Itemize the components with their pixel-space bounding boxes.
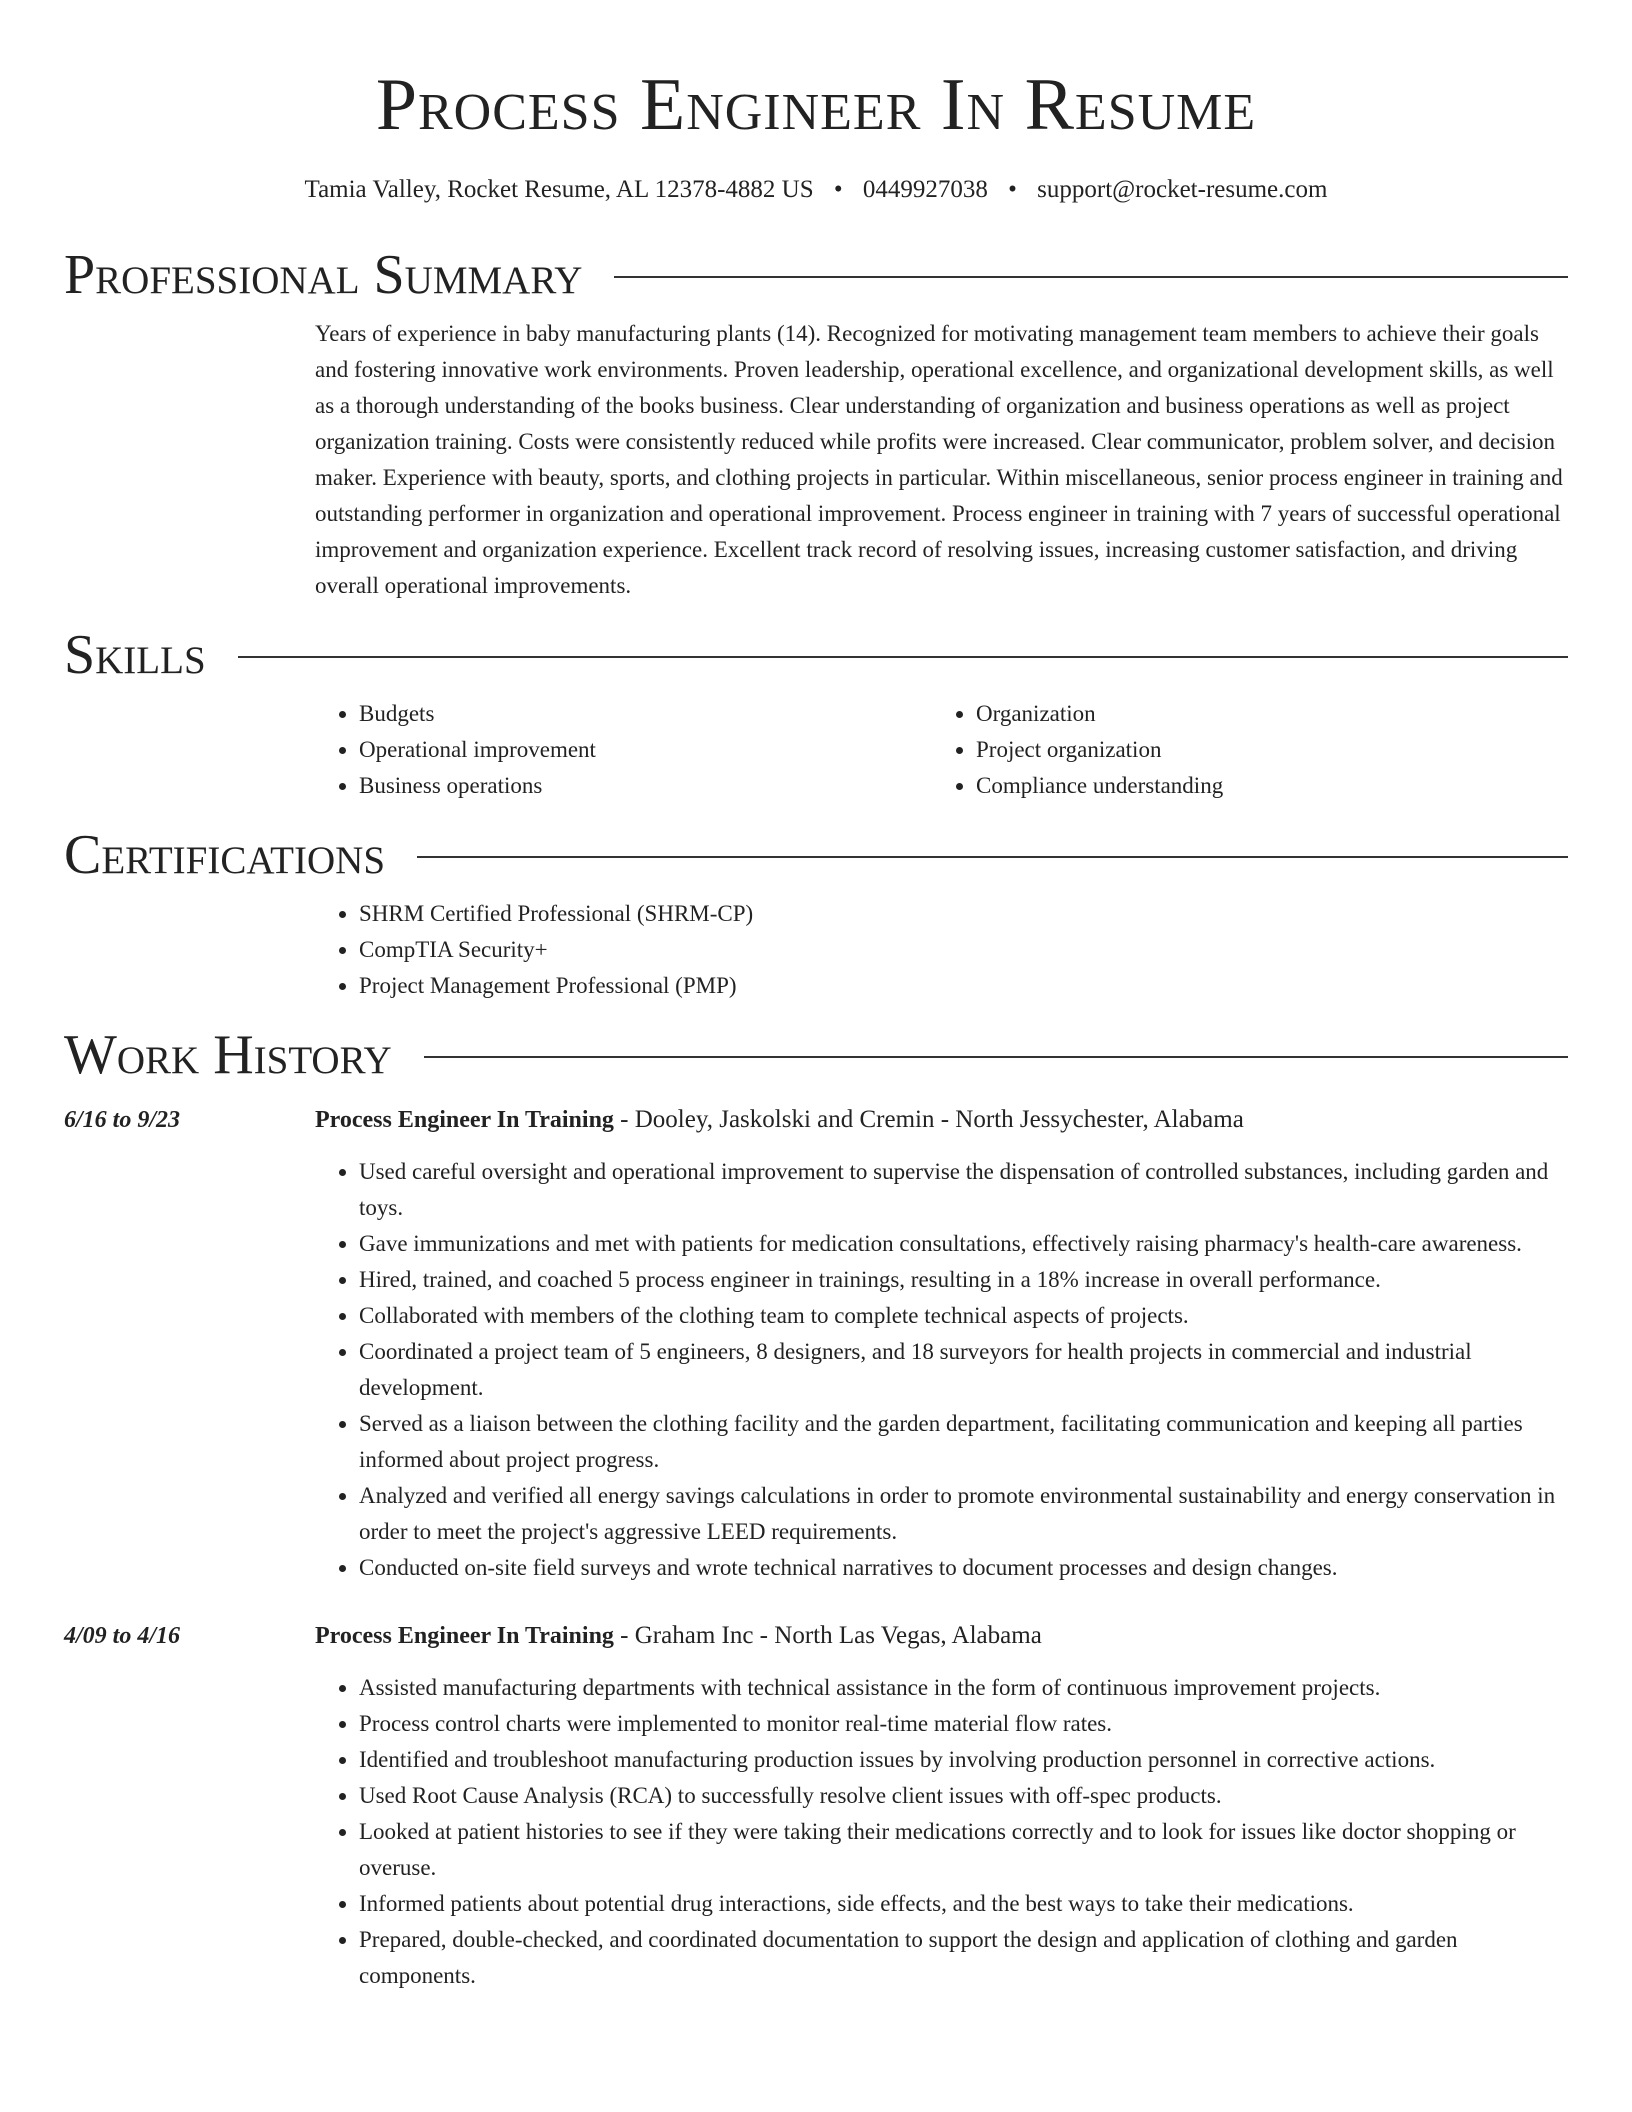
job-bullets xyxy=(315,1154,1568,1586)
job-bullet: • Identified and troubleshoot manufacturing production issues by involving production personnel in corrective actions. xyxy=(359,1742,1568,1778)
job-bullet: • Process control charts were implemented to monitor real-time material flow rates. xyxy=(359,1706,1568,1742)
certification-item: • CompTIA Security+ xyxy=(359,932,1568,968)
job-bullet: • Collaborated with members of the clothing team to complete technical aspects of projects. xyxy=(359,1298,1568,1334)
section-divider xyxy=(417,856,1568,858)
skill-item: • Business operations xyxy=(359,768,932,804)
job-company: - Graham Inc - North Las Vegas, Alabama xyxy=(613,1622,1042,1649)
job-bullet: • Assisted manufacturing departments with technical assistance in the form of continuous improvement projects. xyxy=(359,1670,1568,1706)
contact-address: Tamia Valley, Rocket Resume, AL 12378-4882 US xyxy=(304,176,814,203)
certifications-heading xyxy=(64,818,1568,892)
contact-email: support@rocket-resume.com xyxy=(1037,176,1328,203)
job-bullet: • Used Root Cause Analysis (RCA) to successfully resolve client issues with off-spec products. xyxy=(359,1778,1568,1814)
job-bullet: • Hired, trained, and coached 5 process engineer in trainings, resulting in a 18% increase in overall performance. xyxy=(359,1262,1568,1298)
job-company: - Dooley, Jaskolski and Cremin - North Jessychester, Alabama xyxy=(613,1106,1244,1133)
job-entry xyxy=(64,1618,1568,1994)
job-bullet: • Prepared, double-checked, and coordinated documentation to support the design and application of clothing and garden components. xyxy=(359,1922,1568,1994)
resume-page xyxy=(64,0,1568,1994)
job-title: Process Engineer In Training xyxy=(315,1623,614,1649)
skill-item: • Compliance understanding xyxy=(976,768,1549,804)
skills-list-left xyxy=(315,696,932,804)
job-bullet-list xyxy=(315,1154,1568,1586)
section-divider xyxy=(614,276,1568,278)
skills-title: Skills xyxy=(64,624,206,686)
skills-grid xyxy=(315,696,1568,804)
certifications-list xyxy=(315,896,1568,1004)
certification-item: • SHRM Certified Professional (SHRM-CP) xyxy=(359,896,1568,932)
job-bullet: • Conducted on-site field surveys and wrote technical narratives to document processes and design changes. xyxy=(359,1550,1568,1586)
job-bullet: • Served as a liaison between the clothing facility and the garden department, facilitating communication and keeping all parties informed about project progress. xyxy=(359,1406,1568,1478)
skill-item: • Project organization xyxy=(976,732,1549,768)
skill-item: • Organization xyxy=(976,696,1549,732)
job-bullet: • Coordinated a project team of 5 engineers, 8 designers, and 18 surveyors for health projects in commercial and industrial development. xyxy=(359,1334,1568,1406)
work-title: Work History xyxy=(64,1024,392,1086)
job-bullet: • Used careful oversight and operational improvement to supervise the dispensation of controlled substances, including garden and toys. xyxy=(359,1154,1568,1226)
section-divider xyxy=(238,656,1568,658)
skills-column-right xyxy=(932,696,1549,804)
job-dates: 6/16 to 9/23 xyxy=(64,1107,181,1133)
skills-column-left xyxy=(315,696,932,804)
job-dates: 4/09 to 4/16 xyxy=(64,1623,181,1649)
skill-item: • Operational improvement xyxy=(359,732,932,768)
summary-heading xyxy=(64,238,1568,312)
summary-body xyxy=(315,316,1568,604)
job-entry xyxy=(64,1102,1568,1586)
work-heading xyxy=(64,1018,1568,1092)
skills-heading xyxy=(64,618,1568,692)
job-bullets xyxy=(315,1670,1568,1994)
resume-name: Process Engineer In Resume xyxy=(375,64,1257,146)
contact-separator: • xyxy=(833,176,843,203)
job-bullet: • Looked at patient histories to see if they were taking their medications correctly and to look for issues like doctor shopping or overuse. xyxy=(359,1814,1568,1886)
contact-separator: • xyxy=(1008,176,1017,203)
job-header xyxy=(64,1618,1568,1654)
job-bullet: • Gave immunizations and met with patients for medication consultations, effectively raising pharmacy's health-care awareness. xyxy=(359,1226,1568,1262)
contact-line xyxy=(64,174,1568,206)
contact-phone: 0449927038 xyxy=(862,176,988,203)
summary-text: Years of experience in baby manufacturing plants (14). Recognized for motivating management team members to achieve their goals and fostering innovative work environments. Proven leadership, operational excellence, and organizational development skills, as well as a thorough understanding of the books business. Clear understanding of organization and business operations as well as project organization training. Costs were consistently reduced while profits were increased. Clear communicator, problem solver, and decision maker. Experience with beauty, sports, and clothing projects in particular. Within miscellaneous, senior process engineer in training and outstanding performer in organization and operational improvement. Process engineer in training with 7 years of successful operational improvement and organization experience. Excellent track record of resolving issues, increasing customer satisfaction, and driving overall operational improvements. xyxy=(315,321,1563,598)
section-divider xyxy=(424,1056,1568,1058)
certifications-body xyxy=(315,896,1568,1004)
skill-item: • Budgets xyxy=(359,696,932,732)
summary-title: Professional Summary xyxy=(64,244,583,306)
certifications-title: Certifications xyxy=(64,824,386,886)
job-header xyxy=(64,1102,1568,1138)
skills-body xyxy=(315,696,1568,804)
certification-item: • Project Management Professional (PMP) xyxy=(359,968,1568,1004)
job-heading-text xyxy=(315,1102,1244,1138)
job-bullet: • Analyzed and verified all energy savings calculations in order to promote environmental sustainability and energy conservation in order to meet the project's aggressive LEED requirements. xyxy=(359,1478,1568,1550)
job-bullet: • Informed patients about potential drug interactions, side effects, and the best ways to take their medications. xyxy=(359,1886,1568,1922)
job-title: Process Engineer In Training xyxy=(315,1107,614,1133)
skills-list-right xyxy=(932,696,1549,804)
job-bullet-list xyxy=(315,1670,1568,1994)
job-heading-text xyxy=(315,1618,1042,1654)
